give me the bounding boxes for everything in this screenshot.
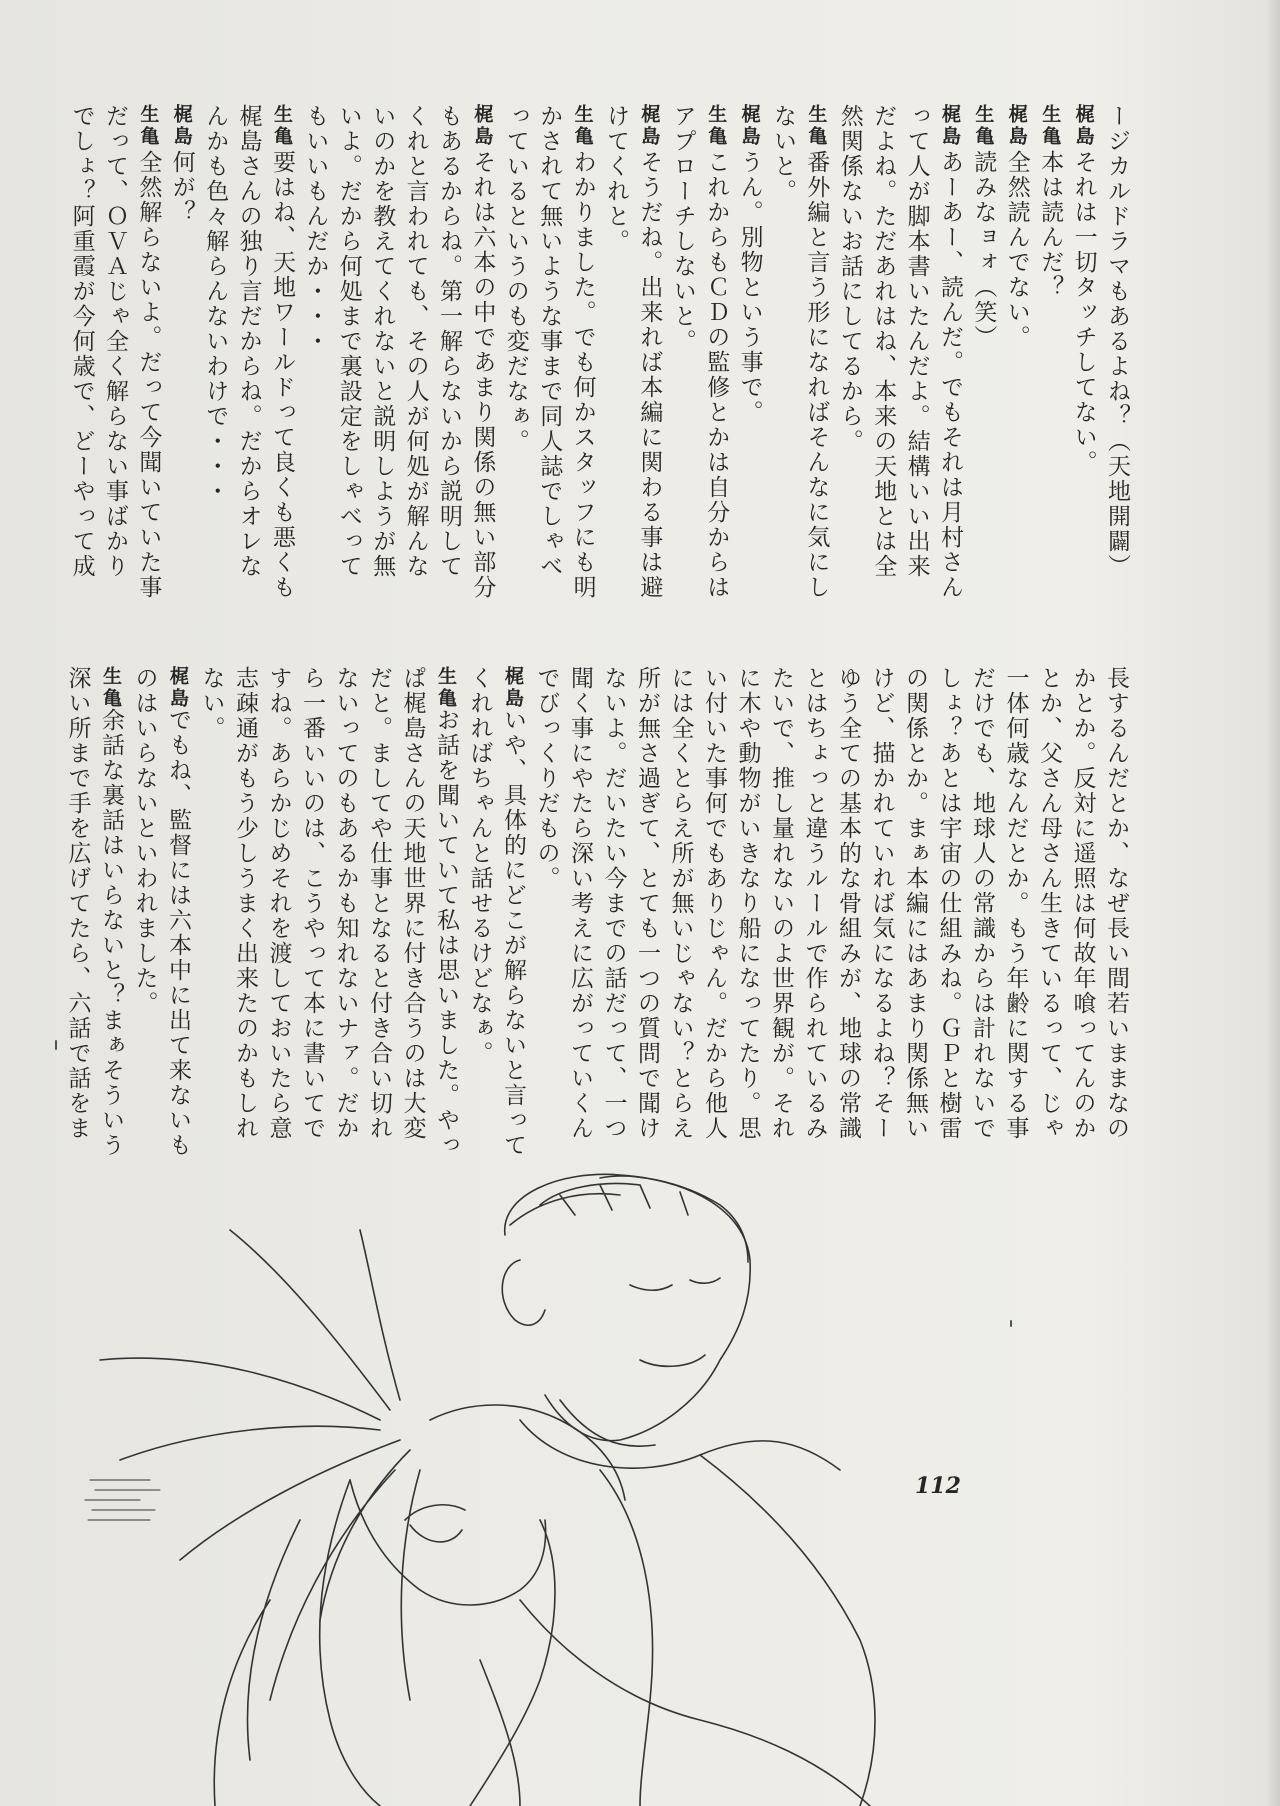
dialogue-line: 全然解らないよ。だって今聞いていた事 — [135, 150, 162, 600]
dialogue-line: ゆう全ての基本的な骨組みが、地球の常識 — [835, 666, 861, 1141]
girl-face-outline — [350, 1480, 546, 1605]
scan-speck — [1010, 1320, 1012, 1327]
boy-head-outline — [505, 1174, 751, 1440]
dialogue-line: だけでも、地球人の常識からは計れないで — [969, 666, 995, 1141]
dialogue-line: いや、具体的にどこが解らないと言って — [500, 708, 526, 1158]
dialogue-line: ない。 — [198, 666, 225, 741]
speaker-label: 生亀 — [805, 104, 828, 148]
dialogue-line: ぱ梶島さんの天地世界に付き合うのは大変 — [399, 666, 426, 1141]
dialogue-line: ージカルドラマもあるよね？（天地開闢） — [1104, 104, 1130, 579]
dialogue-line: 本は読んだ？ — [1037, 150, 1064, 300]
dialogue-line: ら一番いいのは、こうやって本に書いてで — [299, 666, 325, 1141]
dialogue-line: くれればちゃんと話せるけどなぁ。 — [466, 666, 493, 1066]
dialogue-line: 全然読んでない。 — [1003, 150, 1030, 350]
dialogue-line: うん。別物という事で。 — [736, 150, 763, 425]
speaker-label: 梶島 — [638, 104, 661, 148]
dialogue-line: とか、父さん母さん生きているって、じゃ — [1036, 666, 1062, 1141]
girl-eye — [405, 1505, 465, 1542]
dialogue-line: わかりました。でも何かスタッフにも明 — [569, 150, 596, 600]
speaker-label: 梶島 — [1072, 104, 1095, 148]
dialogue-line: けど、描かれていれば気になるよね？そー — [868, 666, 895, 1141]
dialogue-line: だと。ましてや仕事となると付き合い切れ — [366, 666, 392, 1141]
dialogue-line: 聞く事にやたら深い考えに広がっていくん — [567, 666, 593, 1141]
boy-ear — [502, 1260, 545, 1325]
girl-hair-flow — [214, 1480, 380, 1806]
scan-speck — [55, 1040, 57, 1050]
dialogue-line: いよ。だから何処まで裏設定をしゃべって — [335, 104, 362, 579]
speaker-label: 梶島 — [1005, 104, 1028, 148]
dialogue-line: お話を聞いていて私は思いました。やっ — [433, 708, 459, 1158]
speaker-label: 生亀 — [100, 666, 122, 710]
dialogue-line: ないと。 — [770, 104, 796, 204]
dialogue-line: ないってのもあるかも知れないナァ。だか — [332, 666, 359, 1141]
dialogue-line: もいいもんだか・・・ — [302, 104, 329, 354]
dialogue-line: 長するんだとか、なぜ長い間若いままなの — [1103, 666, 1129, 1141]
speaker-label: 梶島 — [167, 666, 189, 710]
dialogue-line: 所が無さ過ぎて、とても一つの質問で聞け — [634, 666, 660, 1141]
dialogue-line: でびっくりだもの。 — [533, 666, 560, 891]
dialogue-line: 番外編と言う形になればそんなに気にし — [803, 150, 830, 600]
dialogue-line: 余話な裏話はいらないと？まぁそういう — [98, 708, 124, 1158]
dialogue-line: もあるからね。第一解らないから説明して — [436, 104, 462, 579]
dialogue-line: って人が脚本書いたんだよ。結構いい出来 — [903, 104, 930, 579]
dialogue-line: それは一切タッチしてない。 — [1070, 150, 1097, 475]
dialogue-line: 要はね、天地ワールドって良くも悪くも — [269, 150, 295, 600]
speaker-label: 梶島 — [502, 666, 524, 710]
dialogue-line: の関係とか。まぁ本編にはあまり関係無い — [902, 666, 928, 1141]
dialogue-line: そうだね。出来れば本編に関わる事は避 — [636, 150, 663, 600]
speaker-label: 生亀 — [271, 104, 293, 148]
dialogue-line: んかも色々解らんないわけで・・・ — [202, 104, 229, 504]
dialogue-line: これからもＣＤの監修とかは自分からは — [703, 150, 730, 600]
speaker-label: 梶島 — [471, 104, 494, 148]
dialogue-line: 読みなョォ（笑） — [970, 150, 997, 350]
dialogue-line: くれと言われても、その人が何処が解んな — [402, 104, 429, 579]
speaker-label: 生亀 — [571, 104, 594, 148]
speaker-label: 生亀 — [1039, 104, 1062, 148]
dialogue-line: のはいらないといわれました。 — [131, 666, 158, 1016]
dialogue-line: だって、ＯＶＡじゃ全く解らない事ばかり — [102, 104, 128, 579]
dialogue-line: 志疎通がもう少しうまく出来たのかもしれ — [232, 666, 258, 1141]
boy-neck-collar — [520, 1400, 840, 1470]
page-number: 112 — [915, 1473, 961, 1499]
dialogue-line: けてくれと。 — [603, 104, 629, 254]
speaker-label: 生亀 — [435, 666, 457, 710]
dialogue-line: かされて無いような事まで同人誌でしゃべ — [536, 104, 563, 579]
dialogue-line: でもね、監督には六本中に出て来ないも — [165, 708, 191, 1158]
speaker-label: 梶島 — [939, 104, 961, 148]
dialogue-line: 梶島さんの独り言だからね。だからオレな — [235, 104, 262, 579]
boy-closed-eyes — [630, 1278, 720, 1290]
girl-hair-spikes — [100, 1230, 420, 1700]
boy-smile — [640, 1355, 705, 1366]
dialogue-line: に木や動物がいきなり船になってたり。思 — [734, 666, 761, 1141]
dialogue-line: には全くとらえ所が無いじゃない？とらえ — [667, 666, 694, 1141]
dialogue-line: かとか。反対に遥照は何故年喰ってんのか — [1069, 666, 1096, 1141]
character-sketch-illustration — [0, 1150, 1000, 1806]
boy-shoulder — [700, 1455, 875, 1806]
dialogue-line: ないよ。だいたい今までの話だって、一つ — [600, 666, 627, 1141]
dialogue-line: 一体何歳なんだとか。もう年齢に関する事 — [1002, 666, 1029, 1141]
dialogue-line: いのかを教えてくれないと説明しようが無 — [369, 104, 396, 579]
dialogue-line: 然関係ないお話にしてるから。 — [836, 104, 863, 454]
speaker-label: 梶島 — [738, 104, 761, 148]
dialogue-line: それは六本の中であまり関係の無い部分 — [469, 150, 496, 600]
dialogue-line: すね。あらかじめそれを渡しておいたら意 — [265, 666, 292, 1141]
dialogue-line: い付いた事何でもありじゃん。だから他人 — [701, 666, 727, 1141]
dialogue-line: っているというのも変だなぁ。 — [502, 104, 529, 454]
speaker-label: 梶島 — [170, 104, 193, 148]
speaker-label: 生亀 — [137, 104, 160, 148]
dialogue-line: たいで、推し量れないのよ世界観が。それ — [768, 666, 794, 1141]
dialogue-line: 深い所まで手を広げてたら、六話で話をま — [64, 666, 91, 1141]
speaker-label: 生亀 — [972, 104, 995, 148]
dialogue-line: だよね。ただあれはね、本来の天地とは全 — [870, 104, 897, 579]
dialogue-line: しょ？あとは宇宙の仕組みね。ＧＰと樹雷 — [935, 666, 962, 1141]
dialogue-line: とはちょっと違うルールで作られているみ — [801, 666, 828, 1141]
boy-hair-strands — [510, 1176, 748, 1262]
dialogue-line: 何が？ — [168, 150, 195, 225]
dialogue-line: あーあー、読んだ。でもそれは月村さん — [937, 150, 963, 600]
dialogue-line: でしょ？阿重霞が今何歳で、どーやって成 — [68, 104, 95, 579]
dialogue-line: アプローチしないと。 — [669, 104, 696, 354]
speaker-label: 生亀 — [705, 104, 728, 148]
